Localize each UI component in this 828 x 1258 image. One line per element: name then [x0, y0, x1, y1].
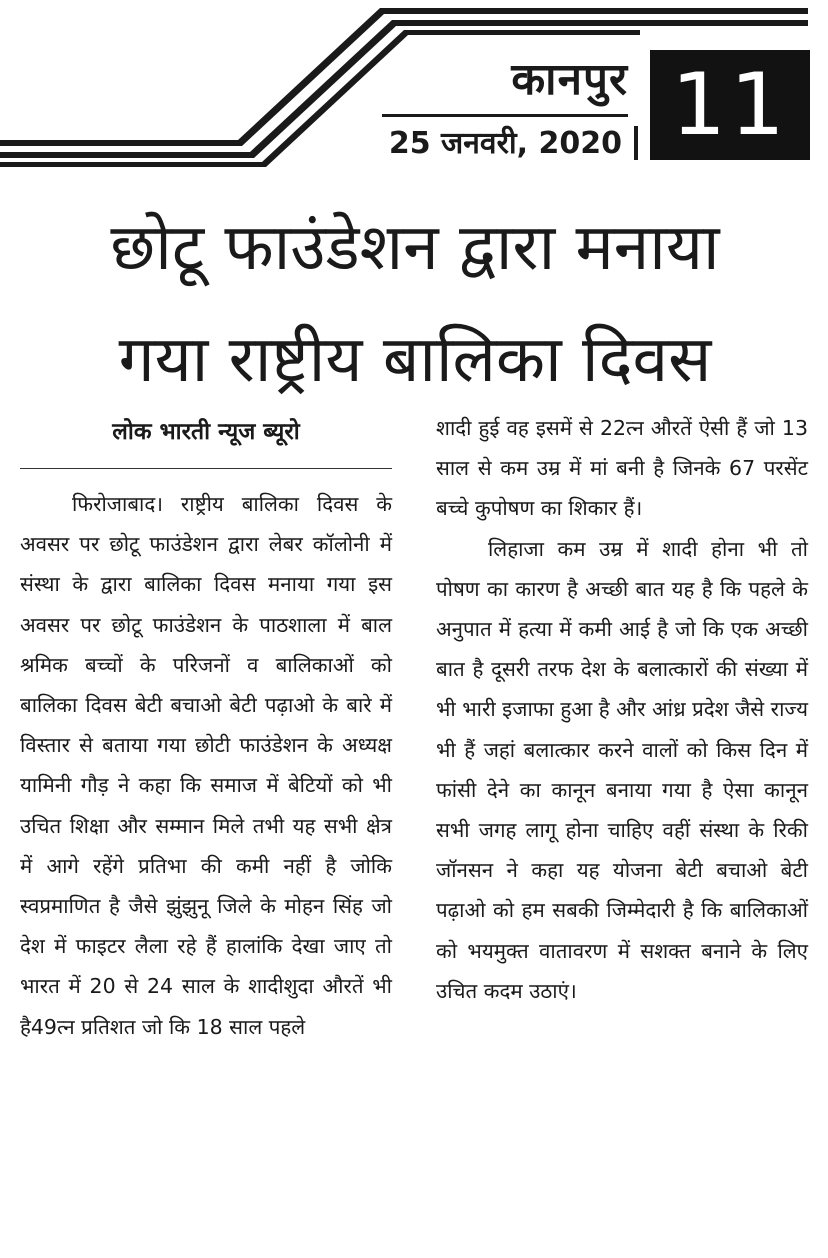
headline-line-2: गया राष्ट्रीय बालिका दिवस	[118, 323, 712, 397]
article-headline	[20, 192, 810, 416]
headline-line-1: छोटू फाउंडेशन द्वारा मनाया	[110, 211, 720, 285]
article-column-right	[436, 408, 808, 1011]
paragraph-1: फिरोजाबाद। राष्ट्रीय बालिका दिवस के अवसर पर छोटू फाउंडेशन द्वारा लेबर कॉलोनी में संस्था के द्वारा बालिका दिवस मनाया गया इस अवसर पर छोटू फाउंडेशन के पाठशाला में बाल श्रमिक बच्चों के परिजनों व बालिकाओं को बालिका दिवस बेटी बचाओ बेटी पढ़ाओ के बारे में विस्तार से बताया गया छोटी फाउंडेशन के अध्यक्ष यामिनी गौड़ ने कहा कि समाज में बेटियों को भी उचित शिक्षा और सम्मान मिले तभी यह सभी क्षेत्र में आगे रहेंगे प्रतिभा की कमी नहीं है जोकि स्वप्रमाणित है जैसे झुंझुनू जिले के मोहन सिंह जो देश में फाइटर लैला रहे हैं हालांकि देखा जाए तो भारत में 20 से 24 साल के शादीशुदा औरतें भी है49त्न प्रतिशत जो कि 18 साल पहले	[20, 492, 392, 1039]
publication-date: 25 जनवरी, 2020	[388, 126, 622, 161]
city-underline	[382, 114, 628, 117]
byline-divider	[20, 468, 392, 469]
byline: लोक भारती न्यूज ब्यूरो	[112, 419, 300, 445]
paragraph-3: लिहाजा कम उम्र में शादी होना भी तो पोषण का कारण है अच्छी बात यह है कि पहले के अनुपात में हत्या में कमी आई है जो कि एक अच्छी बात है दूसरी तरफ देश के बलात्कारों की संख्या में भी भारी इजाफा हुआ है और आंध्र प्रदेश जैसे राज्य भी हैं जहां बलात्कार करने वालों को किस दिन में फांसी देने का कानून बनाया गया है ऐसा कानून सभी जगह लागू होना चाहिए वहीं संस्था के रिकी जॉनसन ने कहा यह योजना बेटी बचाओ बेटी पढ़ाओ को हम सबकी जिम्मेदारी है कि बालिकाओं को भयमुक्त वातावरण में सशक्त बनाने के लिए उचित कदम उठाएं।	[436, 536, 808, 1003]
article-column-left	[20, 484, 392, 1047]
masthead	[0, 0, 828, 175]
paragraph-2: शादी हुई वह इसमें से 22त्न औरतें ऐसी हैं जो 13 साल से कम उम्र में मां बनी है जिनके 67 परसेंट बच्चे कुपोषण का शिकार हैं।	[436, 416, 808, 521]
date-divider	[634, 126, 638, 160]
page-number: 11	[650, 50, 810, 160]
city-name: कानपुर	[511, 54, 628, 105]
